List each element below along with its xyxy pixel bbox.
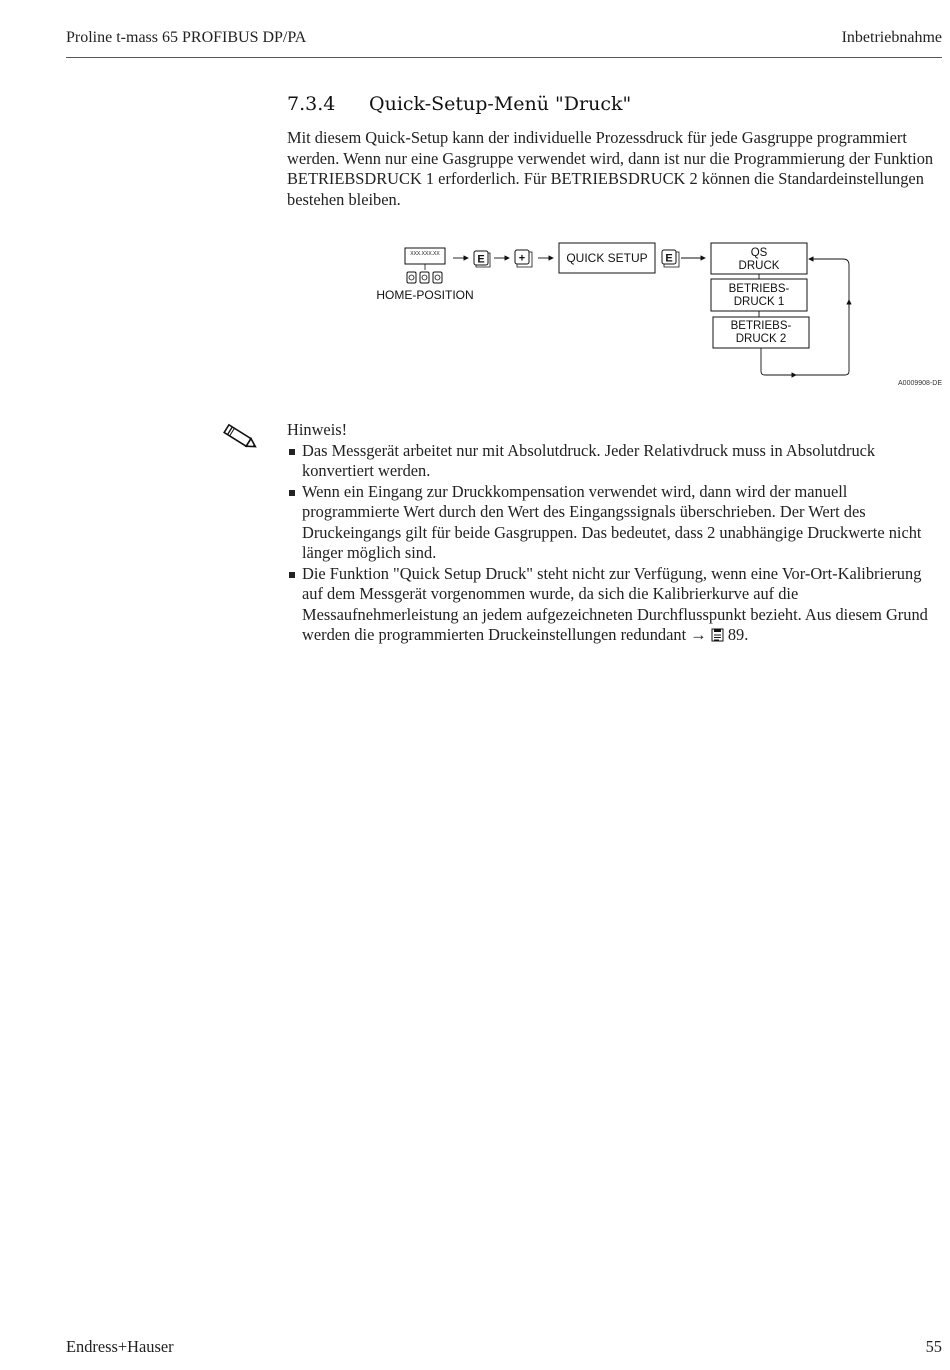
- note-title: Hinweis!: [287, 420, 348, 439]
- display-icon: [405, 248, 445, 283]
- betriebsdruck-1-box: [711, 279, 807, 311]
- page-ref-icon[interactable]: [711, 627, 724, 641]
- plus-key-icon: [515, 250, 532, 267]
- header-chapter: Inbetriebnahme: [841, 29, 942, 46]
- svg-text:QUICK SETUP: QUICK SETUP: [566, 251, 648, 265]
- svg-text:+: +: [518, 252, 526, 265]
- page-ref-number[interactable]: 89.: [727, 625, 749, 644]
- svg-text:BETRIEBS-: BETRIEBS-: [728, 283, 790, 295]
- figure-id: A0009908-DE: [898, 380, 942, 387]
- betriebsdruck-2-box: [713, 317, 809, 348]
- header-product: Proline t-mass 65 PROFIBUS DP/PA: [66, 29, 307, 46]
- section-number: 7.3.4: [287, 93, 336, 115]
- list-item: Das Messgerät arbeitet nur mit Absolutdruck. Jeder Relativdruck muss in Absolutdruck konvertiert werden.: [287, 441, 942, 482]
- svg-text:E: E: [665, 252, 673, 265]
- svg-text:DRUCK 1: DRUCK 1: [733, 296, 785, 308]
- home-position-label: HOME-POSITION: [376, 288, 474, 302]
- reference-arrow: →: [690, 625, 707, 644]
- svg-text:BETRIEBS-: BETRIEBS-: [730, 320, 792, 332]
- list-item: Wenn ein Eingang zur Druckkompensation verwendet wird, dann wird der manuell programmierte Wert durch den Wert des Eingangssignals überschrieben. Der Wert des Druckeingangs gilt für beide Gasgruppen. Das bedeutet, dass 2 unabhängige Druckwerte nicht länger möglich sind.: [287, 482, 942, 564]
- pencil-icon: [218, 420, 260, 454]
- qs-druck-box: [711, 243, 807, 274]
- svg-text:E: E: [477, 253, 485, 266]
- svg-text:DRUCK: DRUCK: [738, 260, 780, 272]
- section-title: Quick-Setup-Menü "Druck": [369, 93, 632, 115]
- quick-setup-box: [559, 243, 655, 273]
- section-heading: [287, 93, 631, 115]
- e-key-icon: [474, 251, 490, 267]
- page-number: 55: [925, 1337, 942, 1356]
- e-key-icon: [662, 250, 679, 267]
- footer-company: Endress+Hauser: [66, 1337, 174, 1356]
- svg-text:DRUCK 2: DRUCK 2: [735, 333, 787, 345]
- svg-text:QS: QS: [750, 247, 768, 259]
- svg-text:XXX.XXX.XX: XXX.XXX.XX: [410, 251, 440, 257]
- intro-paragraph: Mit diesem Quick-Setup kann der individuelle Prozessdruck für jede Gasgruppe programmiert werden. Wenn nur eine Gasgruppe verwendet wird, dann ist nur die Programmierung der Funktion BETRIEBSDRUCK 1 erforderlich. Für BETRIEBSDRUCK 2 können die Standardeinstellungen bestehen bleiben.: [287, 128, 934, 209]
- note-block: [287, 420, 942, 646]
- page-header: [66, 27, 942, 58]
- list-item: Die Funktion "Quick Setup Druck" steht nicht zur Verfügung, wenn eine Vor-Ort-Kalibrierung auf dem Messgerät vorgenommen wurde, da sich die Kalibrierkurve auf die Messaufnehmerleistung an jedem aufgezeichneten Durchflusspunkt bezieht. Aus diesem Grund werden die programmierten Druckeinstellungen redundant → 89.: [287, 564, 942, 646]
- note-list: [287, 441, 942, 646]
- quick-setup-diagram: [370, 238, 930, 383]
